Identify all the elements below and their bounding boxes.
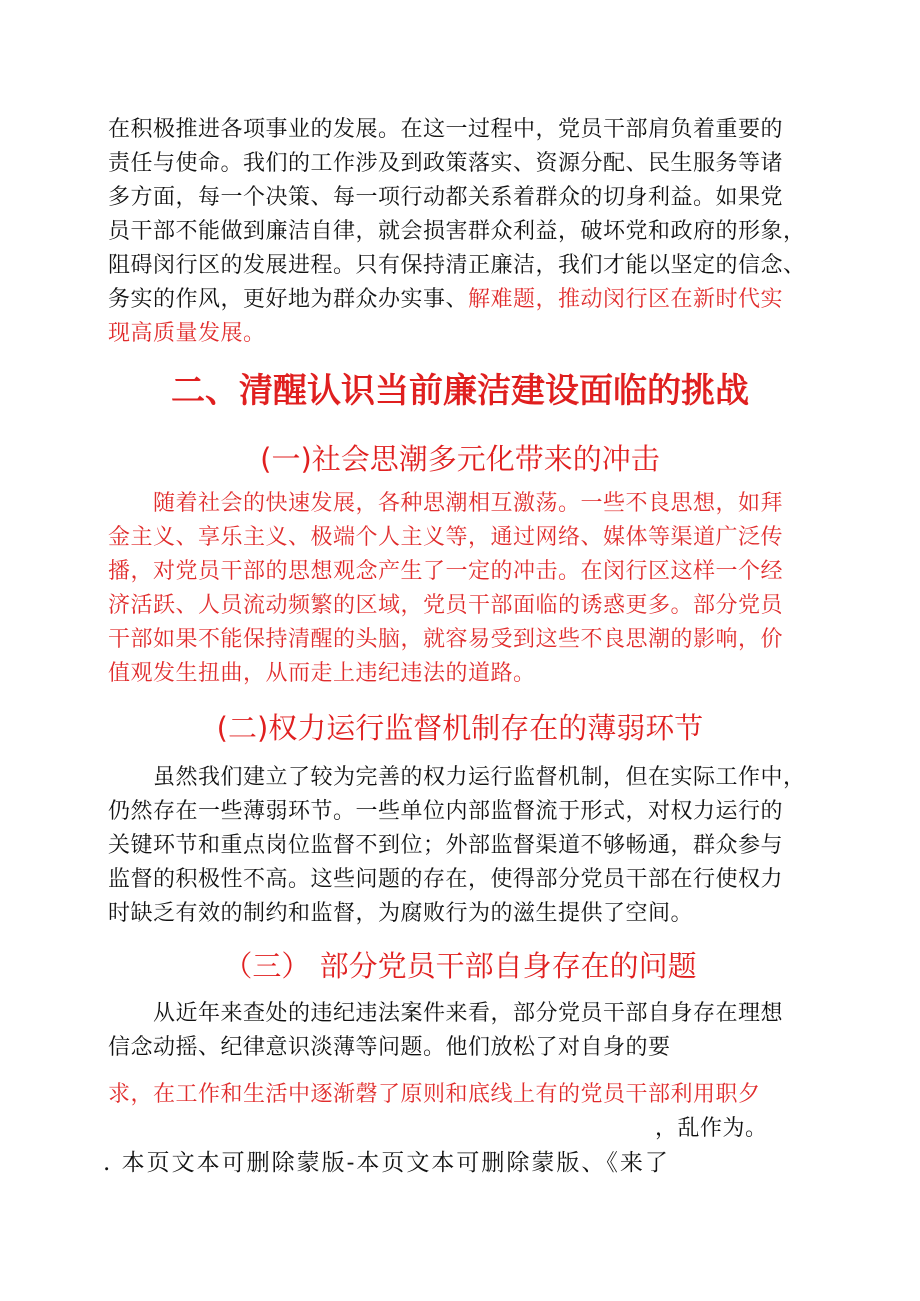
watermark-mask-text: . 本页文本可删除蒙版-本页文本可删除蒙版、《来了 xyxy=(103,1150,670,1176)
subsection-3-heading: （三） 部分党员干部自身存在的问题 xyxy=(223,949,697,983)
intro-line-1: 在积极推进各项事业的发展。在这一过程中，党员干部肩负着重要的 xyxy=(108,117,784,142)
intro-line-6-black: 务实的作风，更好地为群众办实事、 xyxy=(108,287,469,312)
sub1-line-2: 金主义、享乐主义、极端个人主义等，通过网络、媒体等渠道广泛传 xyxy=(108,525,784,550)
intro-line-5: 阻碍闵行区的发展进程。只有保持清正廉洁，我们才能以坚定的信念、 xyxy=(108,253,806,278)
sub1-line-6: 值观发生扭曲，从而走上违纪违法的道路。 xyxy=(108,661,536,686)
sub3-line-1: 从近年来查处的违纪违法案件来看，部分党员干部自身存在理想 xyxy=(108,1001,784,1026)
section-2-heading: 二、清醒认识当前廉洁建设面临的挑战 xyxy=(171,371,749,411)
sub2-line-4: 监督的积极性不高。这些问题的存在，使得部分党员干部在行使权力 xyxy=(108,867,784,892)
intro-line-7: 现高质量发展。 xyxy=(108,321,266,346)
subsection-2-heading: (二)权力运行监督机制存在的薄弱环节 xyxy=(216,711,704,745)
intro-line-4: 员干部不能做到廉洁自律，就会损害群众利益，破坏党和政府的形象， xyxy=(108,219,806,244)
sub2-line-1: 虽然我们建立了较为完善的权力运行监督机制，但在实际工作中， xyxy=(108,765,806,790)
sub3-line-2: 信念动摇、纪律意识淡薄等问题。他们放松了对自身的要 xyxy=(108,1035,671,1060)
intro-line-6 xyxy=(108,283,808,317)
sub2-line-5: 时缺乏有效的制约和监督，为腐败行为的滋生提供了空间。 xyxy=(108,901,694,926)
sub3-line-4: ，乱作为。 xyxy=(655,1116,768,1141)
sub2-line-3: 关键环节和重点岗位监督不到位；外部监督渠道不够畅通，群众参与 xyxy=(108,833,784,858)
sub1-line-5: 干部如果不能保持清醒的头脑，就容易受到这些不良思潮的影响，价 xyxy=(108,627,784,652)
subsection-1-heading: (一)社会思潮多元化带来的冲击 xyxy=(260,442,660,476)
sub2-line-2: 仍然存在一些薄弱环节。一些单位内部监督流于形式，对权力运行的 xyxy=(108,799,784,824)
sub3-line-3: 求，在工作和生活中逐渐磬了原则和底线上有的党员干部利用职夕 xyxy=(108,1082,761,1107)
sub1-line-3: 播，对党员干部的思想观念产生了一定的冲击。在闵行区这样一个经 xyxy=(108,559,784,584)
intro-line-3: 多方面，每一个决策、每一项行动都关系着群众的切身利益。如果党 xyxy=(108,185,784,210)
intro-line-2: 责任与使命。我们的工作涉及到政策落实、资源分配、民生服务等诸 xyxy=(108,151,784,176)
sub1-line-4: 济活跃、人员流动频繁的区域，党员干部面临的诱惑更多。部分党员 xyxy=(108,593,784,618)
sub1-line-1: 随着社会的快速发展，各种思潮相互激荡。一些不良思想，如拜 xyxy=(108,491,784,516)
intro-line-6-red: 解难题，推动闵行区在新时代实 xyxy=(468,287,784,312)
